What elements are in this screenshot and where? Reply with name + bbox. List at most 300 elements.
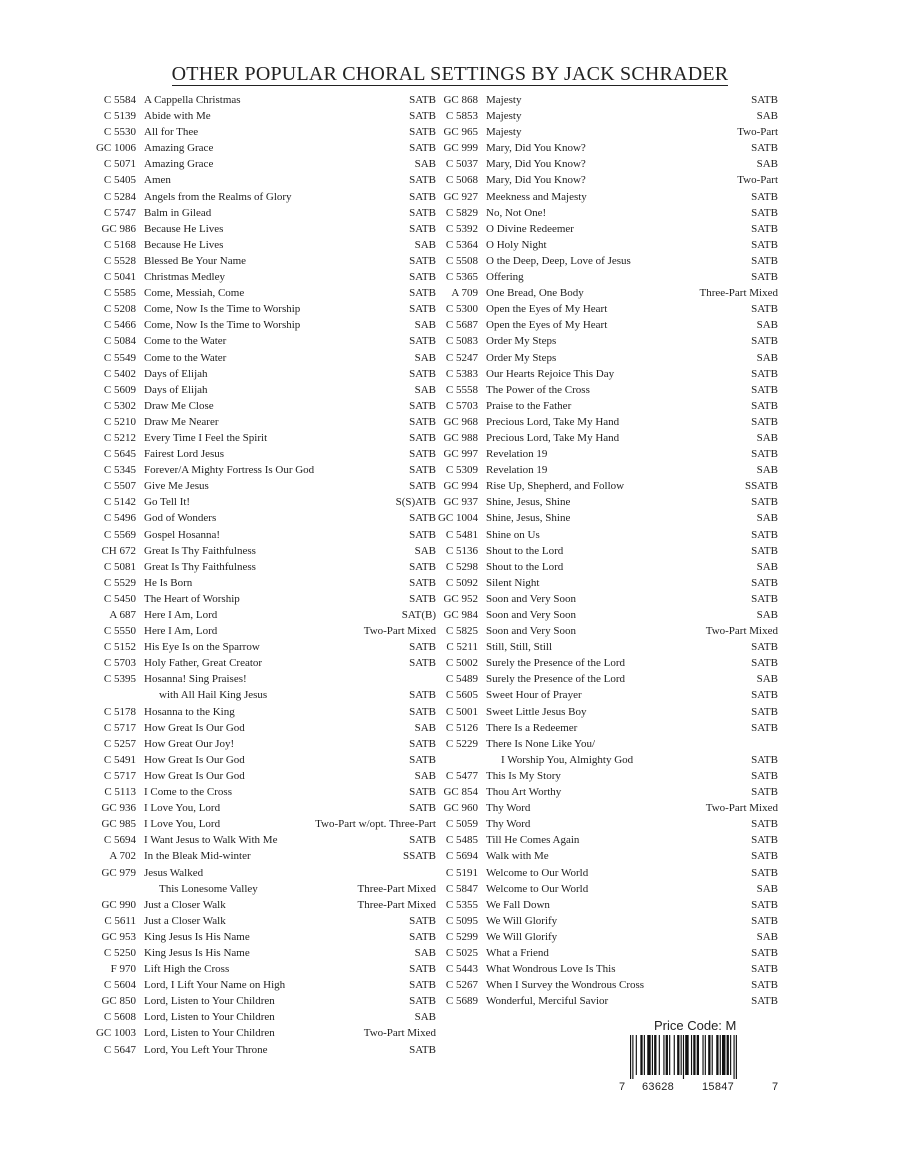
catalog-number: C 5489 [445,673,478,686]
song-title-line: His Eye Is on the Sparrow [144,641,260,654]
song-title-line: We Fall Down [486,898,550,911]
song-title-line: Angels from the Realms of Glory [144,190,292,203]
song-title [144,961,401,977]
song-title [144,671,401,703]
catalog-number: C 5113 [104,786,136,799]
song-title [144,575,401,591]
catalog-entry [86,800,436,816]
song-title [486,156,749,172]
song-title-line: Revelation 19 [486,448,548,461]
barcode-bar [736,1035,737,1079]
song-title [144,945,407,961]
catalog-number: C 5136 [445,544,478,557]
song-title [486,784,743,800]
barcode-bar [640,1035,642,1075]
song-title [486,382,743,398]
song-title-line: Precious Lord, Take My Hand [486,431,620,444]
voicing: SATB [409,415,436,428]
song-title-line: Meekness and Majesty [486,190,587,203]
song-title-line: Mary, Did You Know? [486,158,586,171]
song-title-line: He Is Born [144,576,193,589]
barcode-bar [632,1035,633,1079]
catalog-entry [428,414,778,430]
barcode-bar [677,1035,679,1075]
song-title-line: Thy Word [486,802,531,815]
song-title-line: Lord, Listen to Your Children [144,1027,275,1040]
price-code: Price Code: M [654,1018,737,1033]
catalog-number: C 5402 [103,367,136,380]
voicing: SAB [414,721,436,734]
catalog-number: C 5365 [445,271,478,284]
voicing: SATB [751,206,778,219]
song-title-line: Abide with Me [144,110,211,123]
catalog-number: C 5126 [445,721,478,734]
voicing: SAB [414,1011,436,1024]
catalog-entry [86,237,436,253]
catalog-entry [428,591,778,607]
catalog-entry [428,140,778,156]
voicing: SATB [751,866,778,879]
catalog-entry [86,301,436,317]
song-title [144,269,401,285]
song-title [144,382,407,398]
catalog-entry [86,720,436,736]
catalog-number: C 5191 [445,866,478,879]
song-title-line: Sweet Hour of Prayer [486,689,582,702]
barcode-bar [730,1035,731,1075]
song-title-line: King Jesus Is His Name [144,930,250,943]
song-title-line: Lord, I Lift Your Name on High [144,979,286,992]
catalog-number: C 5059 [445,818,478,831]
barcode-bars [630,1035,768,1079]
catalog-number: C 5211 [446,641,478,654]
song-title-line: Gospel Hosanna! [144,528,221,541]
song-title-line: Fairest Lord Jesus [144,448,225,461]
song-title-line: Soon and Very Soon [486,625,576,638]
catalog-number: C 5529 [103,576,136,589]
catalog-entry [86,1042,436,1058]
voicing: SATB [751,769,778,782]
catalog-entry [86,92,436,108]
catalog-entry [428,929,778,945]
catalog-entry [428,768,778,784]
catalog-entry [86,108,436,124]
song-title [486,993,743,1009]
catalog-entry [428,205,778,221]
catalog-number: C 5585 [103,287,136,300]
voicing: SATB [409,271,436,284]
catalog-number: C 5168 [103,238,136,251]
catalog-entry [86,446,436,462]
song-title [144,172,401,188]
catalog-entry [428,398,778,414]
song-title-line: Open the Eyes of My Heart [486,319,608,332]
song-title-line: I Love You, Lord [144,802,221,815]
catalog-number: GC 968 [443,415,478,428]
catalog-entry [86,768,436,784]
song-title [486,317,749,333]
catalog-number: C 5084 [103,335,136,348]
voicing: SATB [751,963,778,976]
song-title-line: Because He Lives [144,238,224,251]
voicing: Two-Part [737,126,778,139]
song-title-continuation: This Lonesome Valley [159,882,258,895]
catalog-number: GC 979 [101,866,136,879]
voicing: SAB [756,351,778,364]
voicing: Three-Part Mixed [357,898,436,911]
song-title-line: O Holy Night [486,238,547,251]
catalog-entry [86,736,436,752]
catalog-entry [428,124,778,140]
song-title [486,172,729,188]
song-title-line: How Great Is Our God [144,769,245,782]
song-title [486,929,749,945]
song-title-line: There Is a Redeemer [486,721,578,734]
catalog-entry [428,189,778,205]
catalog-entry [428,671,778,687]
voicing: Two-Part Mixed [705,802,778,815]
catalog-entry [428,993,778,1009]
song-title [144,591,401,607]
catalog-entry [428,301,778,317]
voicing: SAB [756,431,778,444]
catalog-number: C 5485 [445,834,478,847]
voicing: SATB [751,657,778,670]
voicing: SATB [409,576,436,589]
catalog-number: C 5139 [103,110,136,123]
barcode-bar [683,1035,684,1079]
song-title-line: Our Hearts Rejoice This Day [486,367,615,380]
song-title [486,961,743,977]
song-title-line: Rise Up, Shepherd, and Follow [486,480,625,493]
barcode-bar [669,1035,670,1075]
song-title-line: Majesty [486,126,522,139]
song-title [144,446,401,462]
catalog-number: C 5250 [103,946,136,959]
song-title [144,1025,356,1041]
catalog-entry [86,205,436,221]
song-title-line: I Love You, Lord [144,818,221,831]
voicing: SAB [414,238,436,251]
song-title-line: What a Friend [486,946,549,959]
song-title-line: Revelation 19 [486,464,548,477]
song-title-line: Shout to the Lord [486,560,564,573]
catalog-entry [428,881,778,897]
catalog-number: GC 1004 [437,512,478,525]
catalog-entry [86,510,436,526]
page-title: OTHER POPULAR CHORAL SETTINGS BY JACK SCHRADER [171,63,729,85]
catalog-entry [86,913,436,929]
song-title-line: Hosanna to the King [144,705,235,718]
song-title-line: Days of Elijah [144,367,208,380]
catalog-entry [428,687,778,703]
catalog-number: GC 952 [443,592,478,605]
voicing: SATB [751,222,778,235]
catalog-entry [428,172,778,188]
song-title [486,623,698,639]
catalog-number: GC 988 [443,431,478,444]
catalog-number: C 5609 [103,383,136,396]
catalog-entry [428,462,778,478]
song-title-line: Great Is Thy Faithfulness [144,560,256,573]
catalog-entry [428,607,778,623]
catalog-number: C 5477 [445,769,478,782]
song-title [486,462,749,478]
voicing: SATB [409,287,436,300]
voicing: SATB [409,399,436,412]
song-title-line: Just a Closer Walk [144,898,226,911]
catalog-number: C 5247 [445,351,478,364]
catalog-entry [86,993,436,1009]
song-title [486,350,749,366]
song-title-line: Blessed Be Your Name [144,254,247,267]
voicing: SAB [756,319,778,332]
barcode-bar [712,1035,713,1075]
catalog-entry [86,494,436,510]
voicing: SATB [409,431,436,444]
song-title [144,1009,407,1025]
catalog-entry [428,285,778,301]
catalog-entry [86,189,436,205]
song-title-line: Welcome to Our World [486,882,589,895]
song-title [486,285,692,301]
song-title-line: The Power of the Cross [486,383,590,396]
catalog-entry [428,865,778,881]
song-title [144,752,401,768]
catalog-entry [86,639,436,655]
song-title-line: Balm in Gilead [144,206,212,219]
song-title-line: Shine, Jesus, Shine [486,496,571,509]
voicing: SATB [409,592,436,605]
song-title [144,607,394,623]
catalog-entry [428,317,778,333]
voicing: SATB [409,834,436,847]
song-title [144,704,401,720]
catalog-number: C 5611 [104,914,136,927]
voicing: SATB [751,271,778,284]
barcode-trail-digit: 7 [772,1081,779,1093]
catalog-entry [86,897,436,913]
voicing: SATB [751,592,778,605]
catalog-entry [428,784,778,800]
catalog-entry [428,913,778,929]
catalog-entry [86,285,436,301]
voicing: SATB [751,190,778,203]
song-title-line: Shout to the Lord [486,544,564,557]
voicing: SATB [751,914,778,927]
song-title-line: O Divine Redeemer [486,222,574,235]
barcode-bar [666,1035,668,1075]
catalog-number: C 5717 [103,721,136,734]
song-title-line: Surely the Presence of the Lord [486,673,625,686]
voicing: SATB [409,480,436,493]
catalog-number: C 5605 [445,689,478,702]
catalog-entry [86,671,436,703]
song-title-line: Lord, You Left Your Throne [144,1043,268,1056]
song-title-line: Shine, Jesus, Shine [486,512,571,525]
catalog-number: GC 990 [101,898,136,911]
song-title-line: Sweet Little Jesus Boy [486,705,587,718]
barcode-bar [654,1035,656,1075]
catalog-number: C 5299 [445,930,478,943]
voicing: SAB [756,560,778,573]
catalog-entry [428,478,778,494]
catalog-number: C 5041 [103,271,136,284]
catalog-number: C 5604 [103,979,136,992]
catalog-number: A 687 [109,609,136,621]
song-title [144,478,401,494]
catalog-number: C 5002 [445,657,478,670]
song-title [144,832,401,848]
song-title-line: Hosanna! Sing Praises! [144,673,247,686]
voicing: SAT(B) [401,609,436,621]
barcode-bar [681,1035,682,1075]
voicing: SATB [751,786,778,799]
catalog-entry [86,269,436,285]
voicing: SATB [751,448,778,461]
voicing: SAB [414,158,436,171]
catalog-entry [428,977,778,993]
catalog-number: GC 953 [101,930,136,943]
song-title [486,671,749,687]
catalog-entry [428,623,778,639]
song-title-line: Lord, Listen to Your Children [144,995,275,1008]
voicing: SATB [409,914,436,927]
song-title [486,881,749,897]
catalog-number: GC 986 [101,222,136,235]
song-title-line: How Great Is Our God [144,753,245,766]
voicing: SATB [409,979,436,992]
catalog-entry [86,832,436,848]
song-title-line: Come, Now Is the Time to Worship [144,319,301,332]
catalog-entry [428,430,778,446]
song-title [144,366,401,382]
catalog-entry [86,752,436,768]
catalog-entry [86,398,436,414]
catalog-entry [428,527,778,543]
catalog-number: C 5071 [103,158,136,171]
voicing: SATB [409,190,436,203]
catalog-number: C 5345 [103,464,136,477]
barcode-bar [685,1035,688,1075]
song-title [144,527,401,543]
voicing: SATB [409,174,436,187]
song-title-line: Shine on Us [486,528,540,541]
voicing: SATB [409,110,436,123]
catalog-entry [86,848,436,864]
catalog-number: C 5703 [445,399,478,412]
voicing: SAB [756,158,778,171]
voicing: SSATB [744,480,778,493]
song-title-line: Majesty [486,94,522,106]
catalog-entry [86,591,436,607]
catalog-entry [428,253,778,269]
song-title [486,704,743,720]
catalog-number: GC 984 [443,609,478,621]
barcode-lead-digit: 7 [619,1081,626,1093]
catalog-number: C 5302 [103,399,136,412]
barcode-bar [727,1035,729,1075]
song-title [486,527,743,543]
catalog-entry [428,832,778,848]
barcode-bar [663,1035,664,1075]
catalog-number: GC 965 [443,126,478,139]
catalog-entry [86,607,436,623]
catalog-number: C 5142 [103,496,136,509]
voicing: SAB [756,930,778,943]
catalog-entry [86,462,436,478]
catalog-number: GC 854 [443,786,478,799]
song-title [144,237,407,253]
song-title [144,285,401,301]
barcode-bar [702,1035,703,1075]
voicing: SATB [751,818,778,831]
song-title-line: How Great Our Joy! [144,737,235,750]
catalog-number: C 5037 [445,158,478,171]
song-title [486,140,743,156]
song-title-line: Till He Comes Again [486,834,580,847]
catalog-number: C 5364 [445,238,478,251]
barcode-bar [636,1035,637,1075]
song-title [486,221,743,237]
catalog-number: C 5383 [445,367,478,380]
song-title [486,205,743,221]
song-title [486,913,743,929]
voicing: SATB [409,94,436,106]
song-title-line: Praise to the Father [486,399,572,412]
voicing: SATB [409,335,436,348]
catalog-entry [428,382,778,398]
song-title-line: Come to the Water [144,335,227,348]
song-title [144,317,407,333]
catalog-number: A 702 [109,850,136,863]
song-title-line: Great Is Thy Faithfulness [144,544,256,557]
catalog-number: F 970 [110,963,136,976]
catalog-entry [428,446,778,462]
voicing: SATB [751,238,778,251]
voicing: SATB [751,979,778,992]
song-title [144,913,401,929]
song-title-line: Silent Night [486,576,540,589]
song-title [144,720,407,736]
song-title [486,591,743,607]
catalog-entry [86,816,436,832]
voicing: SATB [409,995,436,1008]
voicing: SAB [414,383,436,396]
catalog-entry [86,253,436,269]
song-title-line: A Cappella Christmas [144,94,241,106]
catalog-entry [86,704,436,720]
song-title-line: I Want Jesus to Walk With Me [144,834,278,847]
catalog-entry [428,221,778,237]
catalog-number: C 5081 [103,560,136,573]
song-title [486,575,743,591]
voicing: SATB [409,560,436,573]
catalog-entry [428,333,778,349]
song-title [144,816,307,832]
voicing: SATB [751,528,778,541]
song-title-line: God of Wonders [144,512,217,525]
song-title-line: Order My Steps [486,335,557,348]
voicing: SATB [751,496,778,509]
catalog-number: C 5558 [445,383,478,396]
catalog-entry [86,156,436,172]
song-title [144,253,401,269]
barcode-bar [722,1035,725,1075]
voicing: SATB [751,367,778,380]
catalog-number: C 5645 [103,448,136,461]
catalog-entry [86,961,436,977]
